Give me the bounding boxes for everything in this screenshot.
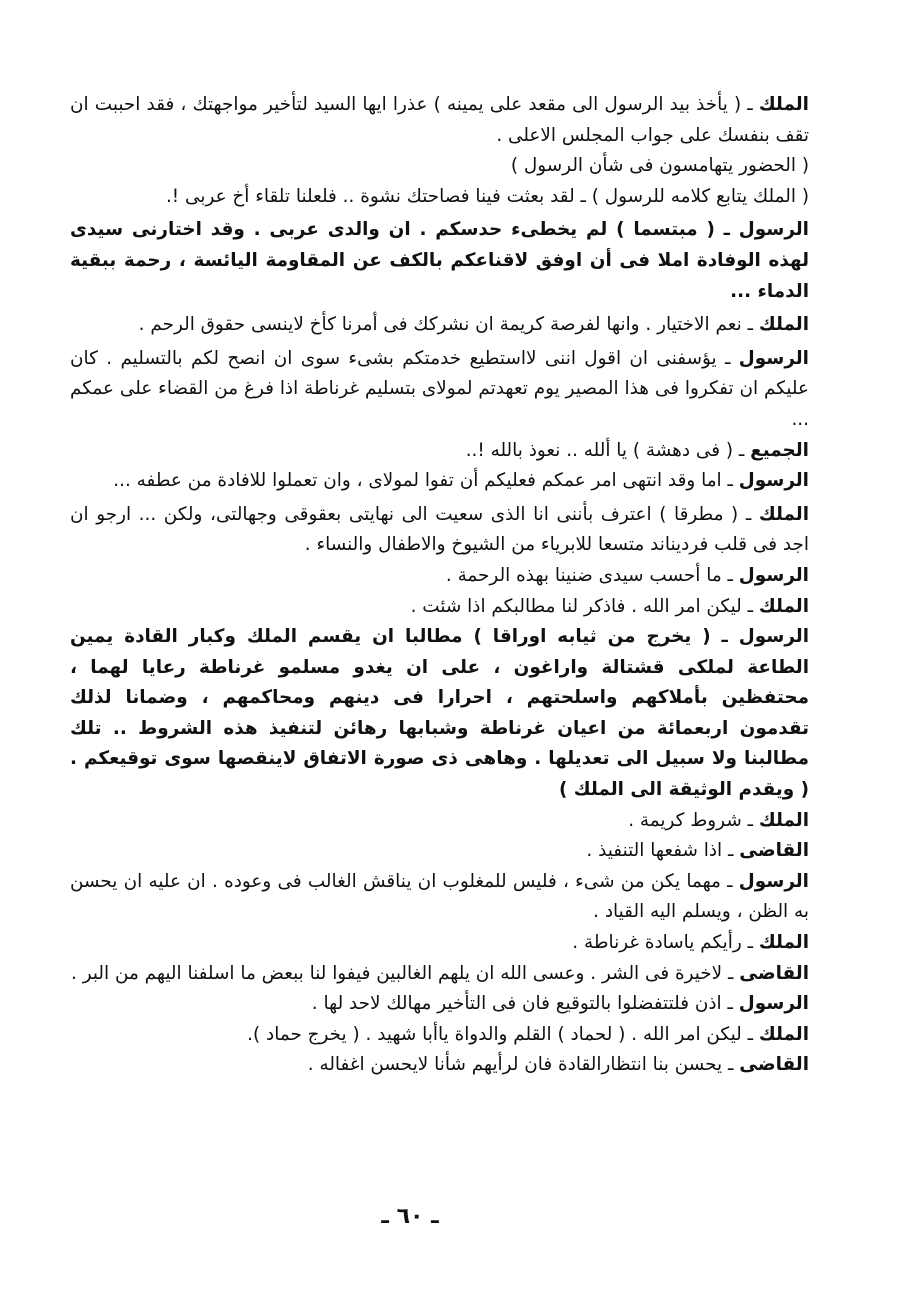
dialogue-line-6: [70, 344, 809, 436]
speaker-name: الملك: [758, 94, 809, 115]
speaker-name: الملك: [758, 595, 809, 617]
speaker-name: الرسول: [738, 470, 809, 492]
line-text: رأيكم ياسادة غرناطة .: [572, 932, 742, 954]
speaker-dash: ـ: [721, 564, 739, 586]
line-text: شروط كريمة .: [628, 809, 742, 831]
speaker-name: الرسول: [738, 870, 809, 892]
dialogue-line-14: [70, 836, 809, 867]
stage-direction-1: [70, 151, 809, 182]
line-text: اما وقد انتهى امر عمكم فعليكم أن تفوا لمولاى ، وان تعملوا للافادة من عطفه ...: [113, 470, 722, 492]
speaker-name: القاضى: [739, 1054, 809, 1076]
line-text: نعم الاختيار . وانها لفرصة كريمة ان نشركك فى أمرنا كأخ لاينسى حقوق الرحم .: [138, 314, 742, 336]
speaker-dash: ـ: [722, 1054, 740, 1076]
line-text: ما أحسب سيدى ضنينا بهذه الرحمة .: [445, 564, 722, 586]
line-text: يحسن بنا انتظارالقادة فان لرأيهم شأنا لايحسن اغفاله .: [307, 1054, 723, 1076]
dialogue-line-10: [70, 561, 809, 592]
line-text: لاخيرة فى الشر . وعسى الله ان يلهم الغالبين فيفوا لنا ببعض ما اسلفنا اليهم من البر .: [71, 962, 723, 984]
dialogue-line-8: [70, 466, 809, 497]
speaker-name: الرسول: [738, 564, 809, 586]
speaker-name: الملك: [758, 314, 809, 336]
dialogue-line-9: [70, 500, 809, 561]
dialogue-line-17: [70, 959, 809, 990]
dialogue-line-16: [70, 928, 809, 959]
speaker-dash: ـ: [721, 993, 739, 1015]
line-text: ( الحضور يتهامسون فى شأن الرسول ): [510, 155, 809, 177]
speaker-dash: ـ: [710, 626, 739, 648]
dialogue-line-11: [70, 592, 809, 623]
line-text: ( مطرقا ) اعترف بأننى انا الذى سعيت الى نهايتى بعقوقى وجهالتى، ولكن ... ارجو ان اجد فى قلب فرديناند متسعا للابرياء من الشيوخ والاطفال والنساء .: [70, 503, 809, 556]
line-text: ( مبتسما ) لم يخطىء حدسكم . ان والدى عربى . وقد اختارنى سيدى لهذه الوفادة املا فى أن اوفق لاقناعكم بالكف عن المقاومة اليائسة ، رحمة ببقية الدماء ...: [70, 219, 809, 302]
speaker-name: الرسول: [738, 219, 809, 241]
speaker-dash: ـ: [722, 962, 740, 984]
dialogue-line-13: [70, 806, 809, 837]
line-text: ليكن امر الله . فاذكر لنا مطالبكم اذا شئت .: [410, 595, 742, 617]
dialogue-line-18: [70, 989, 809, 1020]
speaker-name: الرسول: [738, 347, 809, 369]
line-text: ( يأخذ بيد الرسول الى مقعد على يمينه ) عذرا ايها السيد لتأخير مواجهتك ، فقد احببت ان تقف بنفسك على جواب المجلس الاعلى .: [70, 94, 809, 146]
speaker-name: القاضى: [739, 840, 809, 862]
line-text: ( فى دهشة ) يا ألله .. نعوذ بالله !..: [465, 439, 734, 461]
speaker-dash: ـ: [720, 870, 739, 892]
line-text: اذن فلتتفضلوا بالتوقيع فان فى التأخير مهالك لاحد لها .: [311, 993, 722, 1015]
line-text: ( يخرج من ثيابه اوراقا ) مطالبا ان يقسم الملك وكبار القادة يمين الطاعة لملكى قشتالة واراغون ، على ان يغدو مسلمو غرناطة رعايا لهما ، محتفظين بأملاكهم واسلحتهم ، احرارا فى دينهم ومحاكمهم ، وضمانا لذلك تقدمون اربعمائة من اعيان غرناطة وشبابها رهائن لتنفيذ هذه الشروط .. تلك مطالبنا ولا سبيل الى تعديلها . وهاهى ذى صورة الاتفاق لاينقصها سوى توقيعكم . ( ويقدم الوثيقة الى الملك ): [70, 626, 809, 801]
line-text: مهما يكن من شىء ، فليس للمغلوب ان يناقش الغالب فى وعوده . ان عليه ان يحسن به الظن ، ويسلم اليه القياد .: [70, 870, 809, 923]
speaker-name: القاضى: [739, 962, 809, 984]
speaker-name: الرسول: [738, 993, 809, 1015]
line-text: يؤسفنى ان اقول اننى لااستطيع خدمتكم بشىء سوى ان انصح لكم بالتسليم . كان عليكم ان تفكروا فى هذا المصير يوم تعهدتم لمولاى بتسليم غرناطة اذا فرغ من القضاء على عمكم ...: [70, 347, 809, 430]
speaker-dash: ـ: [721, 470, 739, 492]
line-text: ليكن امر الله . ( لحماد ) القلم والدواة ياأبا شهيد . ( يخرج حماد ).: [247, 1023, 742, 1045]
speaker-name: الملك: [758, 503, 809, 525]
speaker-name: الجميع: [750, 439, 809, 461]
book-page: [70, 90, 809, 1081]
speaker-dash: ـ: [741, 1023, 759, 1045]
stage-direction-2: [70, 182, 809, 213]
speaker-dash: ـ: [741, 809, 759, 831]
speaker-dash: ـ: [716, 347, 739, 369]
speaker-name: الملك: [758, 932, 809, 954]
speaker-dash: ـ: [741, 595, 759, 617]
speaker-dash: ـ: [714, 219, 739, 241]
line-text: ( الملك يتابع كلامه للرسول ) ـ لقد بعثت فينا فصاحتك نشوة .. فلعلنا تلقاء أخ عربى !.: [165, 185, 809, 207]
dialogue-line-1: [70, 90, 809, 151]
speaker-dash: ـ: [738, 503, 759, 525]
speaker-dash: ـ: [741, 94, 759, 115]
speaker-dash: ـ: [741, 932, 759, 954]
dialogue-line-5: [70, 310, 809, 341]
line-text: اذا شفعها التنفيذ .: [586, 840, 723, 862]
speaker-dash: ـ: [722, 840, 740, 862]
speaker-name: الملك: [758, 809, 809, 831]
speaker-dash: ـ: [733, 439, 751, 461]
dialogue-line-4: [70, 215, 809, 307]
speaker-dash: ـ: [741, 314, 759, 336]
dialogue-line-19: [70, 1020, 809, 1051]
dialogue-line-20: [70, 1050, 809, 1081]
page-number: ـ ٦٠ ـ: [381, 1204, 439, 1229]
dialogue-line-15: [70, 867, 809, 928]
dialogue-line-12: [70, 622, 809, 806]
speaker-name: الملك: [758, 1023, 809, 1045]
speaker-name: الرسول: [738, 626, 810, 648]
dialogue-line-7: [70, 436, 809, 467]
